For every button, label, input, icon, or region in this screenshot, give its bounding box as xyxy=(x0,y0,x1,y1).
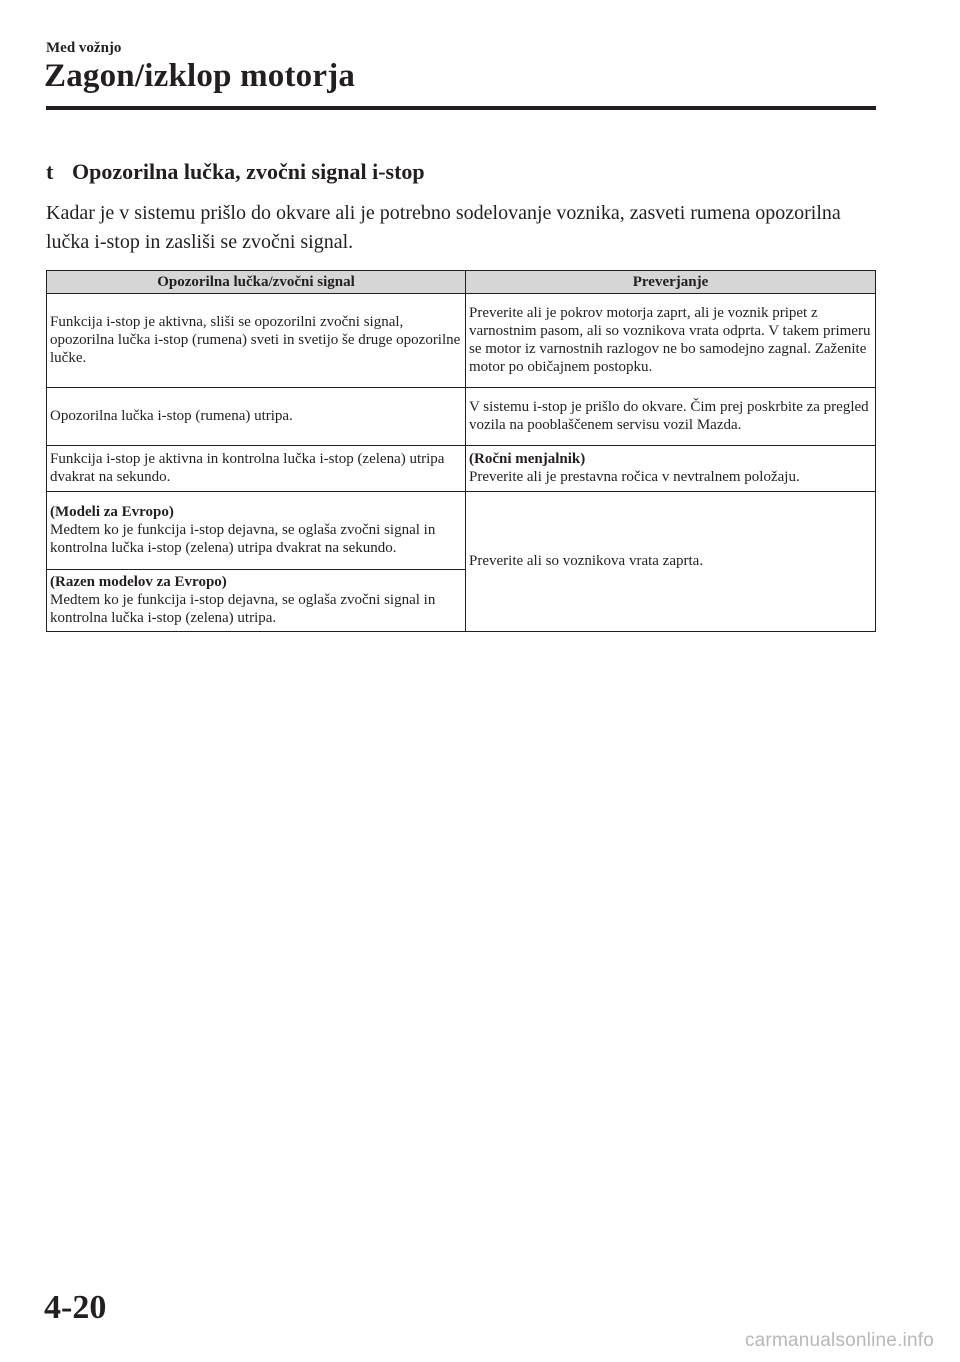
signal-cell xyxy=(47,570,466,632)
signal-cell: Funkcija i-stop je aktivna, sliši se opozorilni zvočni signal, opozorilna lučka i-stop (rumena) sveti in svetijo še druge opozorilne lučke. xyxy=(47,294,466,388)
check-cell-merged: Preverite ali so voznikova vrata zaprta. xyxy=(466,492,876,632)
page-number: 4-20 xyxy=(44,1289,107,1326)
watermark: carmanualsonline.info xyxy=(744,1330,934,1351)
signal-cell-heading: (Razen modelov za Evropo) xyxy=(50,574,227,590)
signal-cell-text: Medtem ko je funkcija i-stop dejavna, se oglaša zvočni signal in kontrolna lučka i-stop (zelena) utripa. xyxy=(50,592,436,626)
section-label: Med vožnjo xyxy=(46,40,122,56)
table-row xyxy=(47,388,876,446)
column-header-check: Preverjanje xyxy=(466,271,876,294)
table-row xyxy=(47,294,876,388)
subsection-title: Opozorilna lučka, zvočni signal i-stop xyxy=(72,159,425,184)
signal-cell: Opozorilna lučka i-stop (rumena) utripa. xyxy=(47,388,466,446)
intro-paragraph: Kadar je v sistemu prišlo do okvare ali je potrebno sodelovanje voznika, zasveti rumena opozorilna lučka i-stop in zasliši se zvočni signal. xyxy=(46,202,841,253)
table-row xyxy=(47,446,876,492)
signal-cell-heading: (Modeli za Evropo) xyxy=(50,504,174,520)
check-cell: V sistemu i-stop je prišlo do okvare. Čim prej poskrbite za pregled vozila na pooblaščenem servisu vozil Mazda. xyxy=(466,388,876,446)
warning-table xyxy=(46,270,876,632)
signal-cell-text: Medtem ko je funkcija i-stop dejavna, se oglaša zvočni signal in kontrolna lučka i-stop (zelena) utripa dvakrat na sekundo. xyxy=(50,522,436,556)
check-cell-heading: (Ročni menjalnik) xyxy=(469,451,586,467)
table-row xyxy=(47,492,876,570)
signal-cell: Funkcija i-stop je aktivna in kontrolna lučka i-stop (zelena) utripa dvakrat na sekundo. xyxy=(47,446,466,492)
check-cell: Preverite ali je pokrov motorja zaprt, ali je voznik pripet z varnostnim pasom, ali so voznikova vrata odprta. V takem primeru se motor iz varnostnih razlogov ne bo samodejno zagnal. Zaženite motor po običajnem postopku. xyxy=(466,294,876,388)
column-header-signal: Opozorilna lučka/zvočni signal xyxy=(47,271,466,294)
subsection-heading xyxy=(46,159,425,185)
title-divider xyxy=(46,106,876,110)
page-title: Zagon/izklop motorja xyxy=(44,58,356,94)
check-cell-text: Preverite ali je prestavna ročica v nevtralnem položaju. xyxy=(469,469,800,485)
table-header-row xyxy=(47,271,876,294)
subsection-marker: t xyxy=(46,159,54,184)
signal-cell xyxy=(47,492,466,570)
check-cell xyxy=(466,446,876,492)
